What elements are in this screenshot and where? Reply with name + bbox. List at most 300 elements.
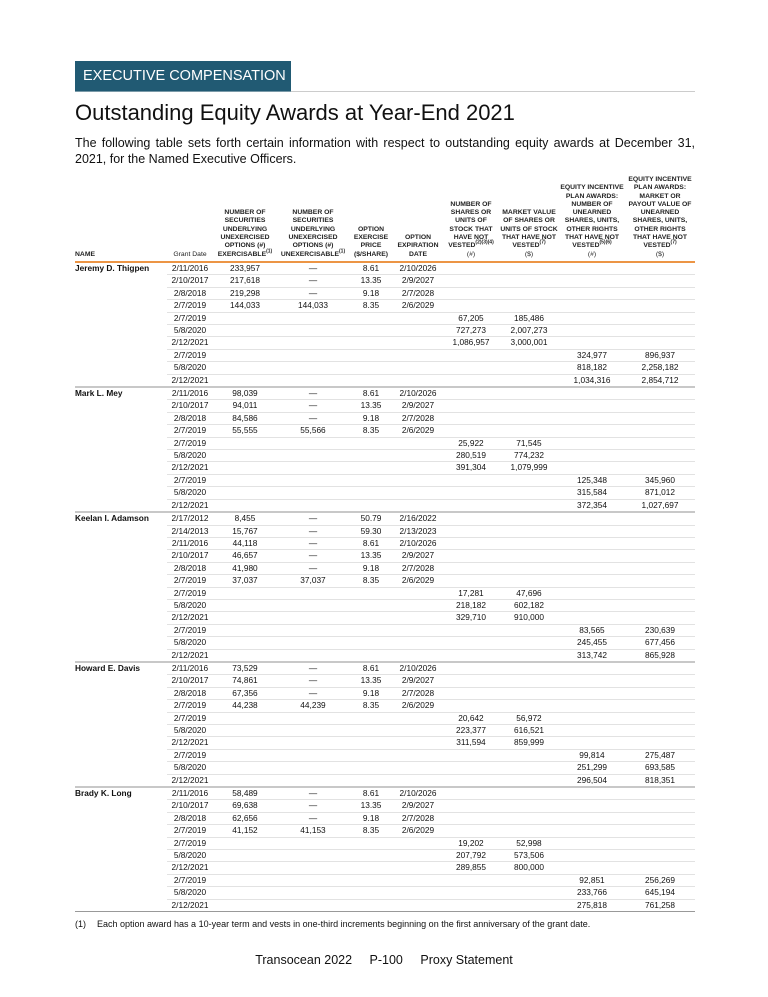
table-cell: 2/8/2018 (167, 687, 213, 699)
table-row (75, 437, 695, 449)
table-row (75, 587, 695, 599)
table-cell (559, 387, 625, 400)
table-cell (277, 850, 349, 862)
table-cell (349, 337, 393, 349)
table-cell (499, 512, 559, 525)
table-cell (559, 599, 625, 611)
table-cell (213, 587, 277, 599)
officer-name (75, 837, 167, 849)
table-cell (443, 499, 499, 512)
table-row (75, 649, 695, 662)
table-cell: 2/10/2017 (167, 275, 213, 287)
column-header-label: MARKET VALUE OF SHARES OR UNITS OF STOCK THAT HAVE NOT VESTED (500, 209, 558, 250)
column-header (213, 176, 277, 262)
table-cell (277, 337, 349, 349)
table-cell (443, 349, 499, 361)
table-row (75, 737, 695, 749)
table-cell: — (277, 562, 349, 574)
table-cell: 2/7/2028 (393, 287, 443, 299)
table-cell: 324,977 (559, 349, 625, 361)
table-cell (499, 649, 559, 662)
table-cell (499, 675, 559, 687)
officer-name (75, 550, 167, 562)
table-cell (625, 850, 695, 862)
table-cell: 2/10/2017 (167, 800, 213, 812)
table-row (75, 462, 695, 474)
table-row (75, 349, 695, 361)
officer-name (75, 850, 167, 862)
table-row (75, 262, 695, 275)
officer-name (75, 725, 167, 737)
column-header (559, 176, 625, 262)
officer-name (75, 400, 167, 412)
table-row (75, 675, 695, 687)
table-cell: 2/12/2021 (167, 774, 213, 787)
table-cell (499, 662, 559, 675)
table-cell: 275,818 (559, 899, 625, 911)
officer-name (75, 374, 167, 387)
table-cell: 2/10/2026 (393, 537, 443, 549)
table-cell: 233,957 (213, 262, 277, 275)
table-cell: — (277, 787, 349, 800)
table-row (75, 312, 695, 324)
table-cell (393, 374, 443, 387)
officer-name (75, 349, 167, 361)
officer-name (75, 300, 167, 312)
table-cell (277, 712, 349, 724)
table-cell: 2/9/2027 (393, 675, 443, 687)
table-cell (393, 450, 443, 462)
table-cell (213, 474, 277, 486)
table-cell: 230,639 (625, 624, 695, 636)
table-cell: 573,506 (499, 850, 559, 862)
table-cell (625, 525, 695, 537)
table-cell (559, 837, 625, 849)
table-cell: 2,007,273 (499, 325, 559, 337)
table-cell: 13.35 (349, 675, 393, 687)
table-cell: 144,033 (277, 300, 349, 312)
table-cell: 5/8/2020 (167, 450, 213, 462)
table-section (75, 176, 695, 930)
table-cell: 2/7/2019 (167, 712, 213, 724)
column-header-label: NUMBER OF SHARES OR UNITS OF STOCK THAT HAVE NOT VESTED (448, 200, 493, 250)
table-row (75, 575, 695, 587)
table-cell (499, 899, 559, 911)
table-cell (277, 725, 349, 737)
footnote-ref: (7) (539, 240, 546, 247)
table-body (75, 262, 695, 912)
table-cell (393, 862, 443, 874)
table-cell: 896,937 (625, 349, 695, 361)
footer-page-number: P-100 (369, 953, 403, 967)
footnote (75, 919, 695, 930)
table-cell: 5/8/2020 (167, 362, 213, 374)
table-cell (559, 450, 625, 462)
table-cell: 693,585 (625, 762, 695, 774)
table-cell: 8.35 (349, 425, 393, 437)
table-row (75, 749, 695, 761)
table-cell (559, 525, 625, 537)
table-cell (499, 300, 559, 312)
footnote-text: Each option award has a 10-year term and vests in one-third increments beginning on the first anniversary of the grant date. (97, 919, 591, 930)
officer-name: Jeremy D. Thigpen (75, 263, 150, 274)
table-cell: 185,486 (499, 312, 559, 324)
table-cell: 1,034,316 (559, 374, 625, 387)
table-cell (499, 787, 559, 800)
table-cell: 2/12/2021 (167, 737, 213, 749)
table-cell: 218,182 (443, 599, 499, 611)
officer-name (75, 450, 167, 462)
officer-name (75, 687, 167, 699)
table-cell: 2/12/2021 (167, 649, 213, 662)
table-cell (559, 850, 625, 862)
table-cell: 8,455 (213, 512, 277, 525)
table-cell (349, 637, 393, 649)
table-cell: — (277, 537, 349, 549)
table-cell (277, 349, 349, 361)
table-cell (625, 312, 695, 324)
officer-name (75, 337, 167, 349)
table-cell: 67,356 (213, 687, 277, 699)
table-cell (349, 624, 393, 636)
officer-name (75, 437, 167, 449)
table-cell: 13.35 (349, 275, 393, 287)
table-cell (213, 712, 277, 724)
table-cell (625, 612, 695, 624)
table-cell: 13.35 (349, 550, 393, 562)
table-cell (443, 262, 499, 275)
table-cell: 2/7/2028 (393, 687, 443, 699)
officer-name (75, 612, 167, 624)
table-cell (499, 387, 559, 400)
officer-name (75, 700, 167, 712)
table-cell: 2/6/2029 (393, 700, 443, 712)
table-cell (443, 762, 499, 774)
intro-paragraph: The following table sets forth certain information with respect to outstanding equity awards at December 31, 2021, for the Named Executive Officers. (75, 136, 695, 166)
table-cell: 50.79 (349, 512, 393, 525)
table-cell: — (277, 387, 349, 400)
table-cell (349, 362, 393, 374)
table-cell (277, 862, 349, 874)
table-cell: 5/8/2020 (167, 850, 213, 862)
table-cell (443, 400, 499, 412)
officer-name (75, 325, 167, 337)
table-cell: 20,642 (443, 712, 499, 724)
officer-name (75, 774, 167, 787)
table-cell (393, 612, 443, 624)
table-cell (625, 725, 695, 737)
table-cell (213, 887, 277, 899)
table-cell: 84,586 (213, 412, 277, 424)
table-cell (625, 450, 695, 462)
table-cell: 865,928 (625, 649, 695, 662)
table-cell (349, 899, 393, 911)
table-cell (393, 499, 443, 512)
table-cell: 2/7/2019 (167, 312, 213, 324)
table-cell: 2/16/2022 (393, 512, 443, 525)
table-cell: 2/12/2021 (167, 462, 213, 474)
officer-name (75, 462, 167, 474)
table-cell (559, 675, 625, 687)
column-header (277, 176, 349, 262)
table-cell: 2/10/2017 (167, 400, 213, 412)
table-cell (213, 337, 277, 349)
table-cell: — (277, 675, 349, 687)
officer-name (75, 312, 167, 324)
table-row (75, 400, 695, 412)
table-cell (393, 437, 443, 449)
table-row (75, 700, 695, 712)
footer-company: Transocean 2022 (255, 953, 353, 967)
table-cell: 645,194 (625, 887, 695, 899)
table-cell (499, 887, 559, 899)
table-cell (443, 687, 499, 699)
table-cell (625, 262, 695, 275)
table-cell: 391,304 (443, 462, 499, 474)
table-cell (277, 887, 349, 899)
officer-name (75, 800, 167, 812)
table-cell: 5/8/2020 (167, 325, 213, 337)
table-cell (443, 774, 499, 787)
footnote-ref: (1) (266, 248, 273, 255)
column-header-label: OPTION EXPIRATION DATE (397, 234, 439, 258)
table-cell: 677,456 (625, 637, 695, 649)
table-cell (625, 387, 695, 400)
table-cell: 2/7/2028 (393, 812, 443, 824)
table-cell (499, 800, 559, 812)
table-cell: 1,079,999 (499, 462, 559, 474)
table-cell (443, 487, 499, 499)
table-cell (499, 774, 559, 787)
table-cell: 44,118 (213, 537, 277, 549)
table-cell: 56,972 (499, 712, 559, 724)
table-cell (499, 487, 559, 499)
table-cell (625, 700, 695, 712)
table-cell (213, 362, 277, 374)
table-cell: 2/14/2013 (167, 525, 213, 537)
table-cell (277, 374, 349, 387)
table-cell (349, 649, 393, 662)
table-cell (277, 749, 349, 761)
table-cell: 8.61 (349, 662, 393, 675)
table-cell (499, 637, 559, 649)
table-cell: 2/10/2026 (393, 387, 443, 400)
table-cell: 2/9/2027 (393, 550, 443, 562)
table-cell (625, 575, 695, 587)
table-cell (559, 737, 625, 749)
table-cell (559, 812, 625, 824)
table-cell (277, 737, 349, 749)
officer-name (75, 649, 167, 662)
table-cell: 2/12/2021 (167, 612, 213, 624)
table-row (75, 474, 695, 486)
table-cell (625, 412, 695, 424)
column-header (499, 176, 559, 262)
column-header (167, 176, 213, 262)
table-row (75, 337, 695, 349)
section-tag: EXECUTIVE COMPENSATION (75, 61, 291, 92)
officer-name (75, 874, 167, 886)
table-cell (213, 762, 277, 774)
table-cell: 2/9/2027 (393, 275, 443, 287)
table-cell (499, 874, 559, 886)
table-cell (277, 649, 349, 662)
table-cell (625, 287, 695, 299)
column-unit: (#) (587, 250, 597, 258)
table-cell (559, 287, 625, 299)
table-cell (349, 349, 393, 361)
table-cell (559, 537, 625, 549)
table-row (75, 862, 695, 874)
column-unit: ($) (655, 250, 665, 258)
table-cell (443, 787, 499, 800)
table-cell (559, 275, 625, 287)
table-row (75, 774, 695, 787)
page-title: Outstanding Equity Awards at Year-End 2021 (75, 100, 515, 125)
table-cell: 818,351 (625, 774, 695, 787)
table-cell (349, 474, 393, 486)
table-cell (349, 587, 393, 599)
table-cell (277, 587, 349, 599)
table-cell (625, 587, 695, 599)
table-cell (625, 662, 695, 675)
table-cell (213, 325, 277, 337)
table-cell: 251,299 (559, 762, 625, 774)
table-cell (443, 474, 499, 486)
table-cell (393, 637, 443, 649)
officer-name (75, 562, 167, 574)
table-cell (443, 575, 499, 587)
table-cell (277, 762, 349, 774)
table-cell: 83,565 (559, 624, 625, 636)
table-cell: 217,618 (213, 275, 277, 287)
table-cell (277, 312, 349, 324)
table-cell: 69,638 (213, 800, 277, 812)
table-cell (443, 512, 499, 525)
table-row (75, 499, 695, 512)
table-cell (393, 762, 443, 774)
table-cell (213, 862, 277, 874)
table-cell: 800,000 (499, 862, 559, 874)
table-cell (213, 624, 277, 636)
table-cell: 219,298 (213, 287, 277, 299)
table-row (75, 825, 695, 837)
table-cell (443, 525, 499, 537)
table-cell: 2/7/2019 (167, 474, 213, 486)
section-rule (291, 91, 695, 92)
table-cell: — (277, 287, 349, 299)
table-cell: 98,039 (213, 387, 277, 400)
table-cell: 71,545 (499, 437, 559, 449)
table-row (75, 450, 695, 462)
column-header (625, 176, 695, 262)
table-cell: 1,086,957 (443, 337, 499, 349)
table-cell (443, 812, 499, 824)
table-cell (349, 487, 393, 499)
table-cell (625, 599, 695, 611)
table-cell (625, 825, 695, 837)
table-cell (559, 425, 625, 437)
column-header-label: Grant Date (173, 250, 207, 258)
table-cell: — (277, 800, 349, 812)
table-row (75, 599, 695, 611)
table-cell: 602,182 (499, 599, 559, 611)
officer-name (75, 487, 167, 499)
table-row (75, 537, 695, 549)
table-cell (559, 687, 625, 699)
column-header-label: EQUITY INCENTIVE PLAN AWARDS: NUMBER OF UNEARNED SHARES, UNITS, OTHER RIGHTS THAT HAVE NOT VESTED (560, 184, 624, 250)
table-cell: 296,504 (559, 774, 625, 787)
table-row (75, 850, 695, 862)
officer-name (75, 587, 167, 599)
table-cell (559, 550, 625, 562)
table-cell: 8.61 (349, 787, 393, 800)
table-cell (443, 800, 499, 812)
table-cell (213, 749, 277, 761)
table-cell: 13.35 (349, 400, 393, 412)
table-cell: 2/12/2021 (167, 899, 213, 911)
table-cell: 2/7/2019 (167, 825, 213, 837)
table-row (75, 612, 695, 624)
table-cell: 761,258 (625, 899, 695, 911)
table-cell (277, 837, 349, 849)
table-cell: 313,742 (559, 649, 625, 662)
table-cell: 345,960 (625, 474, 695, 486)
table-cell (625, 737, 695, 749)
officer-name (75, 362, 167, 374)
table-row (75, 725, 695, 737)
table-cell (393, 587, 443, 599)
table-row (75, 412, 695, 424)
table-cell: 818,182 (559, 362, 625, 374)
table-cell (559, 662, 625, 675)
table-cell (349, 437, 393, 449)
table-cell: 37,037 (277, 575, 349, 587)
table-cell (625, 687, 695, 699)
column-header-label: EQUITY INCENTIVE PLAN AWARDS: MARKET OR PAYOUT VALUE OF UNEARNED SHARES, UNITS, OTHER RIGHTS THAT HAVE NOT VESTED (628, 176, 692, 250)
table-cell (625, 275, 695, 287)
table-cell: 55,566 (277, 425, 349, 437)
table-cell: 2/7/2019 (167, 624, 213, 636)
table-cell: 2/7/2019 (167, 874, 213, 886)
table-cell (559, 575, 625, 587)
table-cell: 727,273 (443, 325, 499, 337)
table-cell (213, 312, 277, 324)
table-cell (443, 662, 499, 675)
column-header (75, 176, 167, 262)
table-cell (499, 474, 559, 486)
officer-name (75, 637, 167, 649)
table-cell (443, 287, 499, 299)
column-unit: ($) (524, 250, 534, 258)
table-cell: 2/7/2019 (167, 837, 213, 849)
table-cell: 8.35 (349, 575, 393, 587)
table-cell (443, 425, 499, 437)
table-cell: 5/8/2020 (167, 762, 213, 774)
officer-name (75, 599, 167, 611)
table-cell (625, 562, 695, 574)
table-cell (625, 425, 695, 437)
table-cell (349, 725, 393, 737)
table-cell (393, 487, 443, 499)
table-row (75, 562, 695, 574)
table-cell: 3,000,001 (499, 337, 559, 349)
table-cell (625, 675, 695, 687)
table-cell (349, 499, 393, 512)
table-row (75, 624, 695, 636)
table-cell (559, 512, 625, 525)
officer-name (75, 812, 167, 824)
